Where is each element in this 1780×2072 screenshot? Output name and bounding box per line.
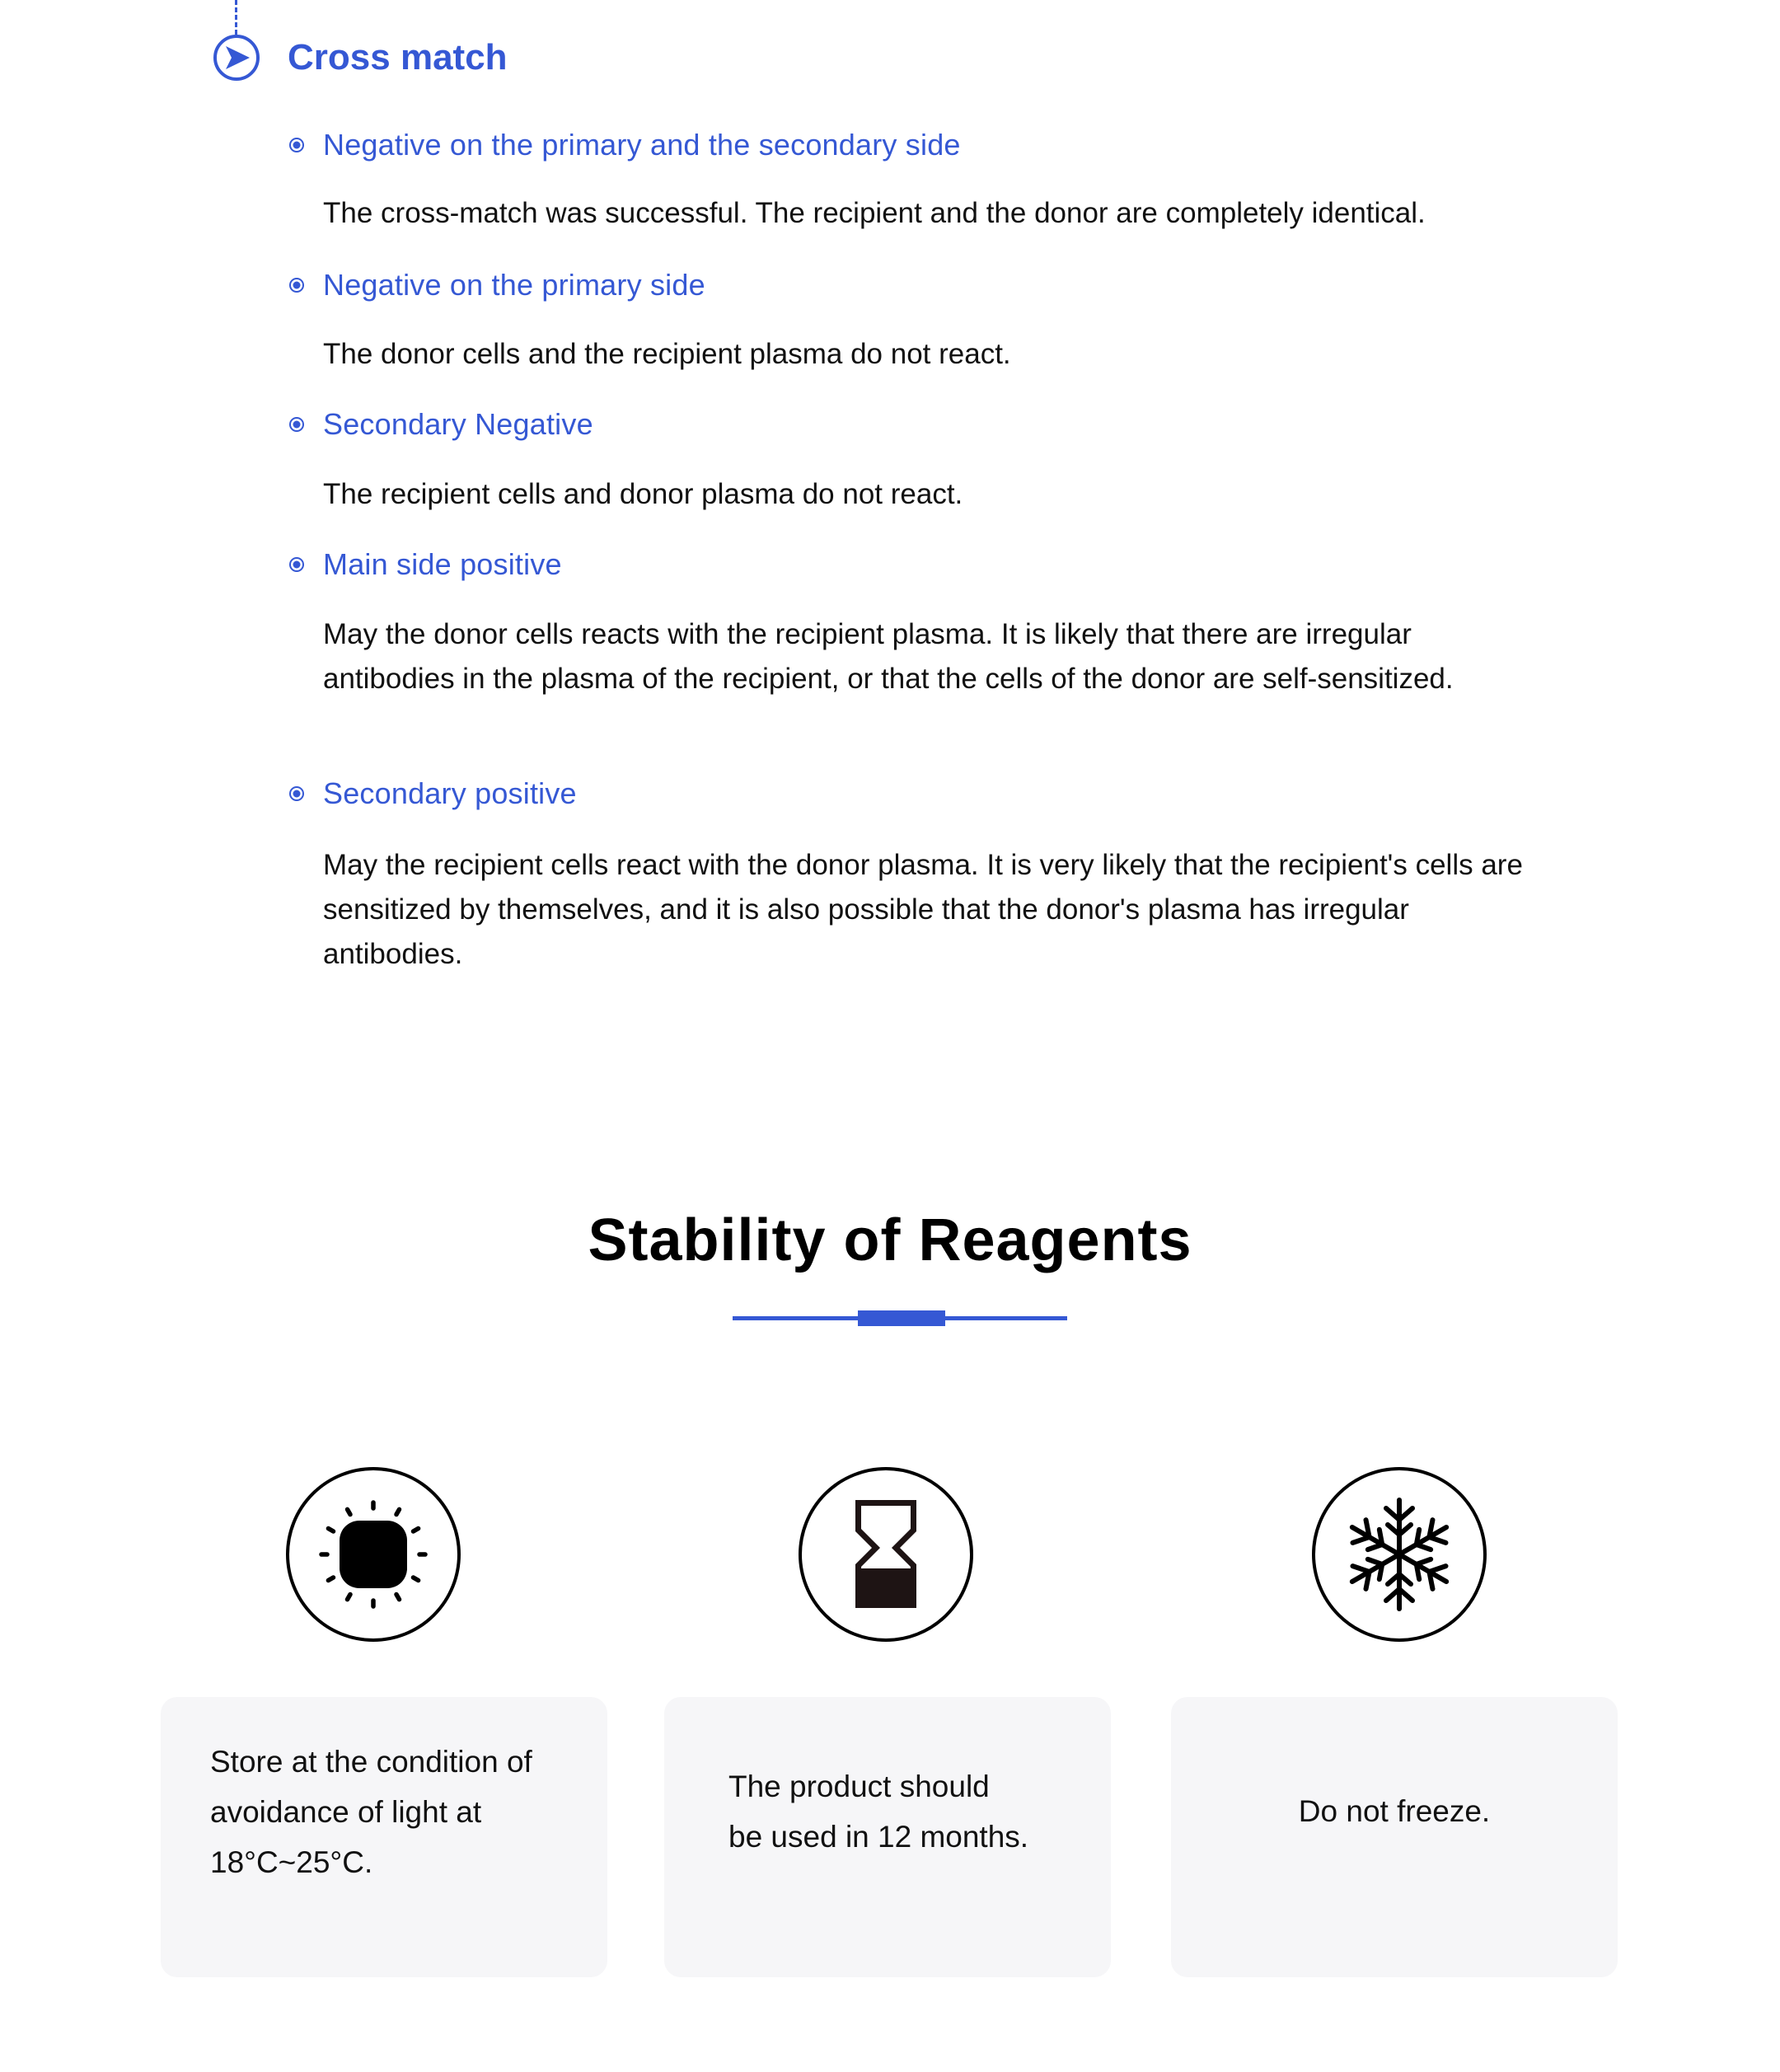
bullet-radio-icon <box>288 785 305 802</box>
feature-card-storage <box>161 1697 607 1977</box>
item-body: The recipient cells and donor plasma do not react. <box>323 478 963 510</box>
card-text <box>1171 1786 1618 1836</box>
card-line: 18°C~25°C. <box>210 1845 373 1879</box>
item-heading: Secondary positive <box>323 776 577 810</box>
card-text <box>210 1737 532 1887</box>
item-body: May the recipient cells react with the donor plasma. It is very likely that the recipient's cells are sensitized by themselves, and it is also possible that the donor's plasma has irregular antibodies. <box>323 849 1523 970</box>
item-body: The donor cells and the recipient plasma do not react. <box>323 338 1011 370</box>
arrow-circle-icon <box>212 33 261 82</box>
light-avoidance-icon <box>284 1465 462 1643</box>
item-heading: Negative on the primary side <box>323 268 705 302</box>
card-line: avoidance of light at <box>210 1795 482 1829</box>
item-heading: Main side positive <box>323 547 562 581</box>
snowflake-icon <box>1310 1465 1488 1643</box>
feature-card-freeze <box>1171 1697 1618 1977</box>
feature-card-shelf-life <box>664 1697 1111 1977</box>
bullet-radio-icon <box>288 137 305 153</box>
item-body: May the donor cells reacts with the recipient plasma. It is likely that there are irregular antibodies in the plasma of the recipient, or that the cells of the donor are self-sensitized. <box>323 618 1454 695</box>
timeline-connector <box>235 0 237 35</box>
item-heading: Secondary Negative <box>323 407 593 441</box>
section-title-stability: Stability of Reagents <box>588 1207 1192 1273</box>
hourglass-icon <box>797 1465 975 1643</box>
item-heading: Negative on the primary and the secondary side <box>323 128 961 162</box>
bullet-radio-icon <box>288 277 305 293</box>
card-line: Do not freeze. <box>1298 1794 1491 1828</box>
card-line: Store at the condition of <box>210 1745 532 1779</box>
bullet-radio-icon <box>288 556 305 573</box>
card-line: The product should <box>728 1770 990 1803</box>
item-body: The cross-match was successful. The recipient and the donor are completely identical. <box>323 197 1426 229</box>
card-line: be used in 12 months. <box>728 1820 1029 1854</box>
bullet-radio-icon <box>288 416 305 433</box>
card-text <box>728 1761 1028 1862</box>
divider-accent-block <box>858 1310 945 1326</box>
section-title-cross-match: Cross match <box>288 37 508 77</box>
